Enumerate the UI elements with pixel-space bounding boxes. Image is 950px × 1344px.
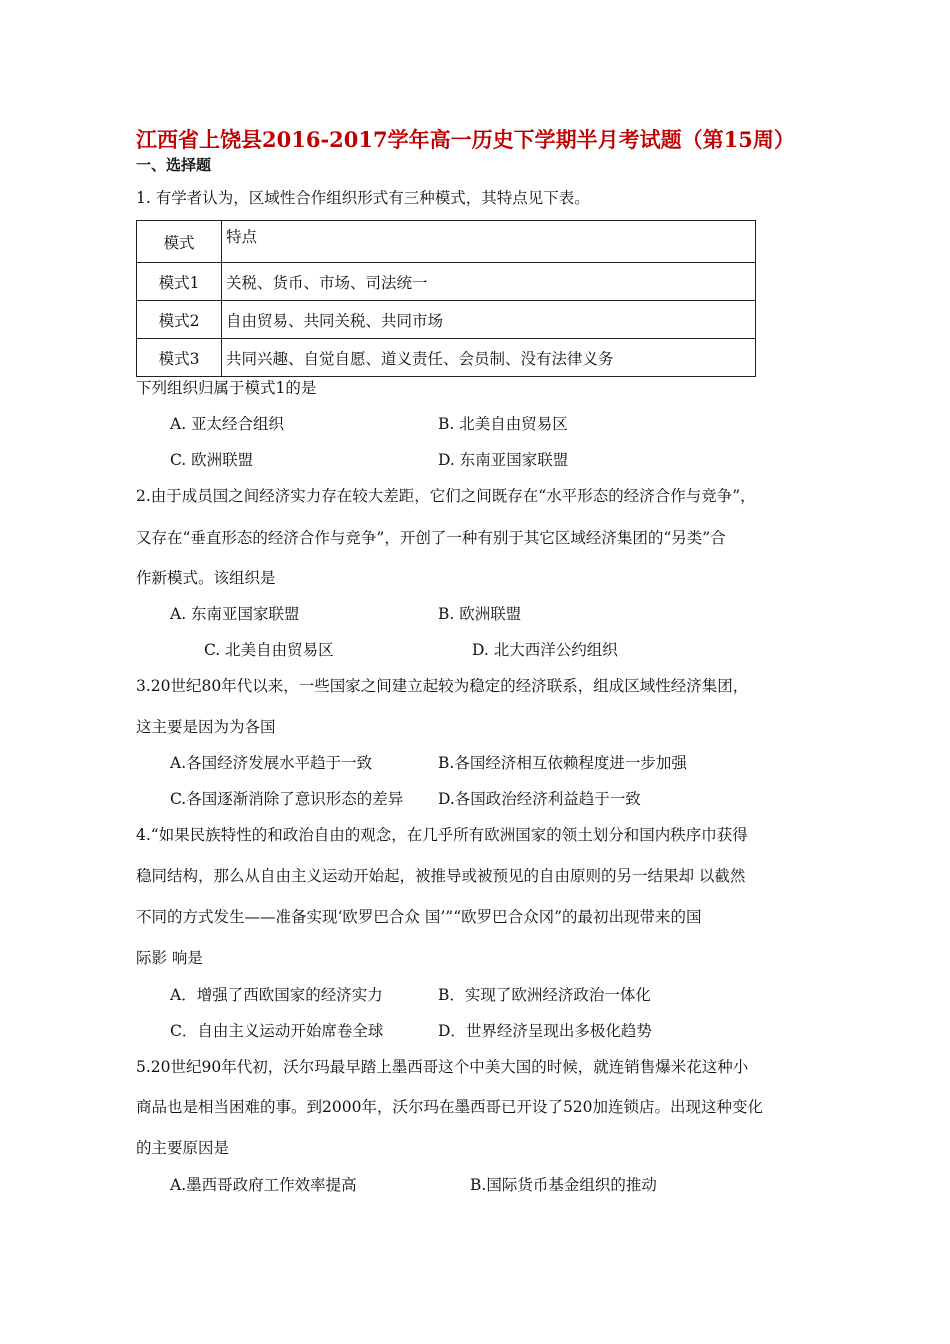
q4-line-4: 际影 响是 <box>136 949 203 967</box>
section-heading: 一、选择题 <box>136 156 212 174</box>
table-row <box>137 263 756 301</box>
q1-option-a: A. 亚太经合组织 <box>170 415 285 433</box>
q3-option-c: C.各国逐渐消除了意识形态的差异 <box>170 790 404 808</box>
table-cell: 自由贸易、共同关税、共同市场 <box>222 301 756 339</box>
table-cell: 模式1 <box>137 263 222 301</box>
q1-option-b: B. 北美自由贸易区 <box>438 415 568 433</box>
q5-option-b: B.国际货币基金组织的推动 <box>470 1176 657 1194</box>
q4-option-c: C．自由主义运动开始席卷全球 <box>170 1022 384 1040</box>
table-cell: 共同兴趣、自觉自愿、道义责任、会员制、没有法律义务 <box>222 339 756 377</box>
q2-option-c: C. 北美自由贸易区 <box>204 641 334 659</box>
q1-option-d: D. 东南亚国家联盟 <box>438 451 569 469</box>
table-row <box>137 339 756 377</box>
mode-table <box>136 220 756 377</box>
q2-line-3: 作新模式。该组织是 <box>136 569 276 587</box>
q2-line-1: 2.由于成员国之间经济实力存在较大差距，它们之间既存在“水平形态的经济合作与竞争”， <box>136 487 756 505</box>
q3-option-b: B.各国经济相互依赖程度进一步加强 <box>438 754 687 772</box>
q2-option-b: B. 欧洲联盟 <box>438 605 522 623</box>
q4-line-1: 4.“如果民族特性的和政治自由的观念，在几乎所有欧洲国家的领土划分和国内秩序巾获得 <box>136 826 748 844</box>
q5-line-2: 商品也是相当困难的事。到2000年，沃尔玛在墨西哥已开设了520加连锁店。出现这种变化 <box>136 1098 764 1116</box>
q4-option-b: B．实现了欧洲经济政治一体化 <box>438 986 651 1004</box>
q2-option-d: D. 北大西洋公约组织 <box>472 641 618 659</box>
table-cell: 关税、货币、市场、司法统一 <box>222 263 756 301</box>
q4-line-3: 不同的方式发生——准备实现‘欧罗巴合众 国’”“欧罗巴合众冈”的最初出现带来的国 <box>136 908 702 926</box>
q4-option-d: D．世界经济呈现出多极化趋势 <box>438 1022 652 1040</box>
table-row <box>137 221 756 263</box>
q5-line-3: 的主要原因是 <box>136 1139 230 1157</box>
q1-question: 下列组织归属于模式1的是 <box>136 379 317 397</box>
q5-option-a: A.墨西哥政府工作效率提高 <box>170 1176 357 1194</box>
table-header-mode: 模式 <box>137 221 222 263</box>
q1-option-c: C. 欧洲联盟 <box>170 451 254 469</box>
q3-line-2: 这主要是因为为各国 <box>136 718 276 736</box>
table-row <box>137 301 756 339</box>
q2-option-a: A. 东南亚国家联盟 <box>170 605 300 623</box>
table-cell: 模式2 <box>137 301 222 339</box>
q3-option-a: A.各国经济发展水平趋于一致 <box>170 754 373 772</box>
table-header-feature: 特点 <box>222 221 756 263</box>
q3-line-1: 3.20世纪80年代以来，一些国家之间建立起较为稳定的经济联系，组成区域性经济集团， <box>136 677 749 695</box>
q4-line-2: 稳同结构，那么从自由主义运动开始起，被推导或被预见的自由原则的另一结果却 以截然 <box>136 867 746 885</box>
page-title: 江西省上饶县2016-2017学年高一历史下学期半月考试题（第15周） <box>136 127 795 152</box>
q1-stem: 1. 有学者认为，区域性合作组织形式有三种模式，其特点见下表。 <box>136 189 590 207</box>
q2-line-2: 又存在“垂直形态的经济合作与竞争”，开创了一种有别于其它区域经济集团的“另类”合 <box>136 529 726 547</box>
table-cell: 模式3 <box>137 339 222 377</box>
q5-line-1: 5.20世纪90年代初，沃尔玛最早踏上墨西哥这个中美大国的时候，就连销售爆米花这种小 <box>136 1058 749 1076</box>
q4-option-a: A．增强了西欧国家的经济实力 <box>170 986 383 1004</box>
q3-option-d: D.各国政治经济利益趋于一致 <box>438 790 641 808</box>
